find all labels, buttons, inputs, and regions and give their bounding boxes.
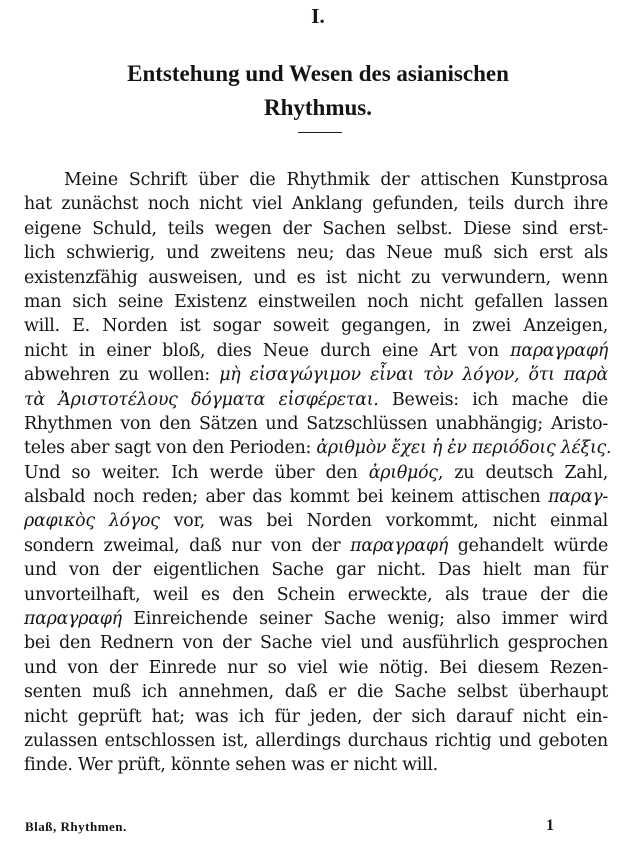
text-segment: lich schwierig, und zweitens neu; das Neue muß sich erst als bbox=[24, 243, 608, 264]
text-line bbox=[24, 509, 608, 533]
text-segment: senten muß ich annehmen, daß er die Sache selbst überhaupt bbox=[24, 682, 608, 703]
text-line bbox=[24, 339, 608, 363]
text-segment: finde. Wer prüft, könnte sehen was er nicht will. bbox=[24, 755, 438, 776]
greek-phrase: παραγραφή bbox=[24, 609, 122, 630]
greek-phrase: ἀριθμός bbox=[368, 462, 438, 483]
greek-phrase: παραγραφή bbox=[350, 535, 449, 556]
chapter-title bbox=[40, 57, 596, 125]
text-line bbox=[24, 436, 612, 460]
text-line bbox=[24, 412, 608, 436]
greek-phrase: μὴ εἰσαγώγιμον εἶναι τὸν λόγον, ὅτι παρὰ bbox=[219, 365, 608, 386]
text-line bbox=[24, 168, 608, 192]
text-segment: und von der eigentlichen Sache gar nicht. Das hielt man für bbox=[24, 560, 608, 581]
text-segment: teles aber sagt von den Perioden: bbox=[24, 438, 317, 459]
text-segment: alsbald noch reden; aber das kommt bei keinem attischen bbox=[24, 487, 549, 508]
text-segment: nicht geprüft hat; was ich für jeden, der sich darauf nicht ein- bbox=[24, 706, 608, 727]
text-segment: bei den Rednern von der Sache viel und ausführlich gesprochen bbox=[24, 633, 608, 654]
text-line bbox=[24, 388, 608, 412]
text-line bbox=[24, 534, 608, 558]
text-segment: zulassen entschlossen ist, allerdings durchaus richtig und geboten bbox=[24, 730, 608, 751]
text-line bbox=[24, 607, 608, 631]
text-line bbox=[24, 705, 608, 729]
text-line bbox=[24, 680, 608, 704]
text-segment: man sich seine Existenz einstweilen noch nicht gefallen lassen bbox=[24, 291, 608, 312]
text-segment: will. E. Norden ist sogar soweit gegangen, in zwei Anzeigen, bbox=[24, 316, 608, 337]
text-segment: hat zunächst noch nicht viel Anklang gefunden, teils durch ihre bbox=[24, 194, 608, 215]
text-line bbox=[24, 729, 608, 753]
text-line bbox=[24, 266, 608, 290]
text-segment: und von der Einrede nur so viel wie nötig. Bei diesem Rezen- bbox=[24, 657, 608, 678]
greek-phrase: τὰ Ἀριστοτέλους δόγματα εἰσφέρεται. bbox=[24, 389, 379, 410]
text-segment: eigene Schuld, teils wegen der Sachen selbst. Diese sind erst- bbox=[24, 218, 608, 239]
footer-signature: Blaß, Rhythmen. bbox=[25, 819, 127, 834]
text-line bbox=[24, 583, 608, 607]
greek-phrase: ραφικὸς λόγος bbox=[24, 511, 160, 532]
title-line: Entstehung und Wesen des asianischen bbox=[127, 61, 509, 86]
greek-phrase: παραγραφή bbox=[510, 340, 608, 361]
title-divider bbox=[298, 132, 342, 133]
text-line bbox=[24, 631, 608, 655]
text-segment: Beweis: ich mache die bbox=[378, 389, 608, 410]
text-line bbox=[24, 241, 608, 265]
text-line bbox=[24, 485, 608, 509]
text-segment: Meine Schrift über die Rhythmik der attischen Kunstprosa bbox=[64, 170, 608, 190]
text-segment: existenzfähig ausweisen, und es ist nicht zu verwundern, wenn bbox=[24, 267, 608, 288]
body-paragraph bbox=[24, 168, 612, 778]
text-line bbox=[24, 192, 608, 216]
text-segment: gehandelt würde bbox=[448, 535, 608, 556]
text-line bbox=[24, 217, 608, 241]
text-segment: vor, was bei Norden vorkommt, nicht einmal bbox=[159, 511, 608, 532]
text-segment: nicht in einer bloß, dies Neue durch eine Art von bbox=[24, 340, 511, 361]
text-segment: Und so weiter. Ich werde über den bbox=[24, 462, 369, 483]
text-line bbox=[24, 363, 608, 387]
text-segment: sondern zweimal, daß nur von der bbox=[24, 535, 351, 556]
title-line: Rhythmus. bbox=[263, 95, 372, 120]
text-line bbox=[24, 656, 608, 680]
text-segment: unvorteilhaft, weil es den Schein erweckte, als traue der die bbox=[24, 584, 608, 605]
greek-phrase: παραγ- bbox=[548, 487, 608, 508]
chapter-number: I. bbox=[311, 4, 325, 28]
text-segment: Rhythmen von den Sätzen und Satzschlüssen unabhängig; Aristo- bbox=[24, 413, 608, 434]
text-line bbox=[24, 461, 608, 485]
text-line bbox=[24, 558, 608, 582]
text-segment: abwehren zu wollen: bbox=[24, 365, 220, 386]
text-line bbox=[24, 753, 608, 777]
greek-phrase: ἀριθμὸν ἔχει ἡ ἐν περιόδοις λέξις. bbox=[316, 438, 612, 459]
text-line bbox=[24, 290, 608, 314]
text-segment: , zu deutsch Zahl, bbox=[437, 462, 608, 483]
text-line bbox=[24, 314, 608, 338]
page-number: 1 bbox=[546, 817, 554, 834]
text-segment: Einreichende seiner Sache wenig; also immer wird bbox=[121, 609, 608, 630]
